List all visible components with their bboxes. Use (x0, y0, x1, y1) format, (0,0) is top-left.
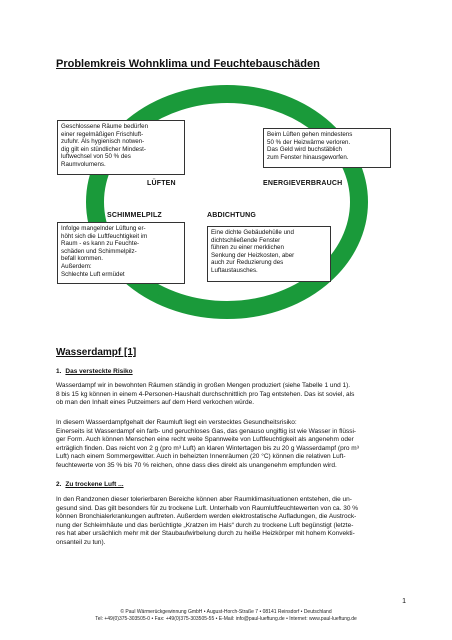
cycle-diagram (55, 80, 400, 326)
label-energieverbrauch: ENERGIEVERBRAUCH (263, 180, 343, 187)
box-lueften-text: Geschlossene Räume bedürfen einer regelmäßigen Frischluft- zufuhr. Als hygienisch notwen- dig gilt ein stündlicher Mindest- luftwechsel von 50 % des Raumvolumens. (57, 120, 185, 175)
footer-contact: Tel: +49(0)375-303505-0 • Fax: +49(0)375-303505-55 • E-Mail: info@paul-lueftung.de • Internet: www.paul-lueftung.de (95, 616, 357, 622)
footer-address: © Paul Wärmerückgewinnung GmbH • August-Horch-Straße 7 • 08141 Reinsdorf • Deutschland (120, 609, 332, 615)
label-lueften: LÜFTEN (147, 180, 176, 187)
paragraph-2: In diesem Wasserdampfgehalt der Raumluft liegt ein verstecktes Gesundheitsrisiko: Einerseits ist Wasserdampf ein farb- und geruchloses Gas, das genauso ungiftig ist wie Wasser in flüssi- ger Form. Auch können Menschen eine recht weite Spannweite von Luftfeuchtigkeit als angenehm oder erträglich finden. Das reicht von 2 g (pro m³ Luft) an klaren Wintertagen bis zu 20 g Wasserdampf (pro m³ Luft) nach einem Sommergewitter. Auch in beheizten Innenräumen (20 °C) können die relativen Luft- feuchtewerte von 35 % bis 70 % reichen, ohne dass dies direkt als unangenehm empfunden wird. (56, 419, 359, 469)
section-heading: Wasserdampf [1] (56, 347, 137, 358)
footer (0, 609, 452, 623)
subheading-risiko: 1. Das versteckte Risiko (56, 368, 133, 375)
document-title: Problemkreis Wohnklima und Feuchtebauschäden (56, 58, 320, 70)
label-abdichtung: ABDICHTUNG (207, 212, 257, 219)
box-schimmel-text: Infolge mangelnder Lüftung er- höht sich die Luftfeuchtigkeit im Raum - es kann zu Feuchte- schäden und Schimmelpilz- befall kommen. Außerdem: Schlechte Luft ermüdet (57, 222, 185, 284)
page-number: 1 (402, 598, 406, 605)
box-energie-text: Beim Lüften gehen mindestens 50 % der Heizwärme verloren. Das Geld wird buchstäblich zum Fenster hinausgeworfen. (263, 128, 391, 168)
paragraph-3: In den Randzonen dieser tolerierbaren Bereiche können aber Raumklimasituationen entstehen, die un- gesund sind. Das gilt besonders für zu trockene Luft. Unterhalb von Raumluftfeuchtewerten von ca. 30 % können Bronchialerkrankungen auftreten. Außerdem werden elektrostatische Aufladungen, die Austrock- nung der Schleimhäute und das berüchtigte „Kratzen im Hals“ durch zu trockene Luft begünstigt (letzte- res hat aber ursächlich mehr mit der Staubaufwirbelung durch zu heiße Heizkörper mit hohem Konvekti- onsanteil zu tun). (56, 496, 359, 546)
cycle-ring-graphic (55, 80, 400, 326)
paragraph-1: Wasserdampf wir in bewohnten Räumen ständig in großen Mengen produziert (siehe Tabelle 1 und 1). 8 bis 15 kg können in einem 4-Personen-Haushalt durchschnittlich pro Tag entstehen. Das ist soviel, als ob man den Inhalt eines Putzeimers auf dem Herd verkochen würde. (56, 382, 355, 406)
label-schimmelpilz: SCHIMMELPILZ (107, 212, 162, 219)
subheading-trockene-luft: 2. Zu trockene Luft ... (56, 481, 124, 488)
box-abdichtung-text: Eine dichte Gebäudehülle und dichtschließende Fenster führen zu einer merklichen Senkung der Heizkosten, aber auch zur Reduzierung des Luftaustausches. (207, 226, 331, 282)
